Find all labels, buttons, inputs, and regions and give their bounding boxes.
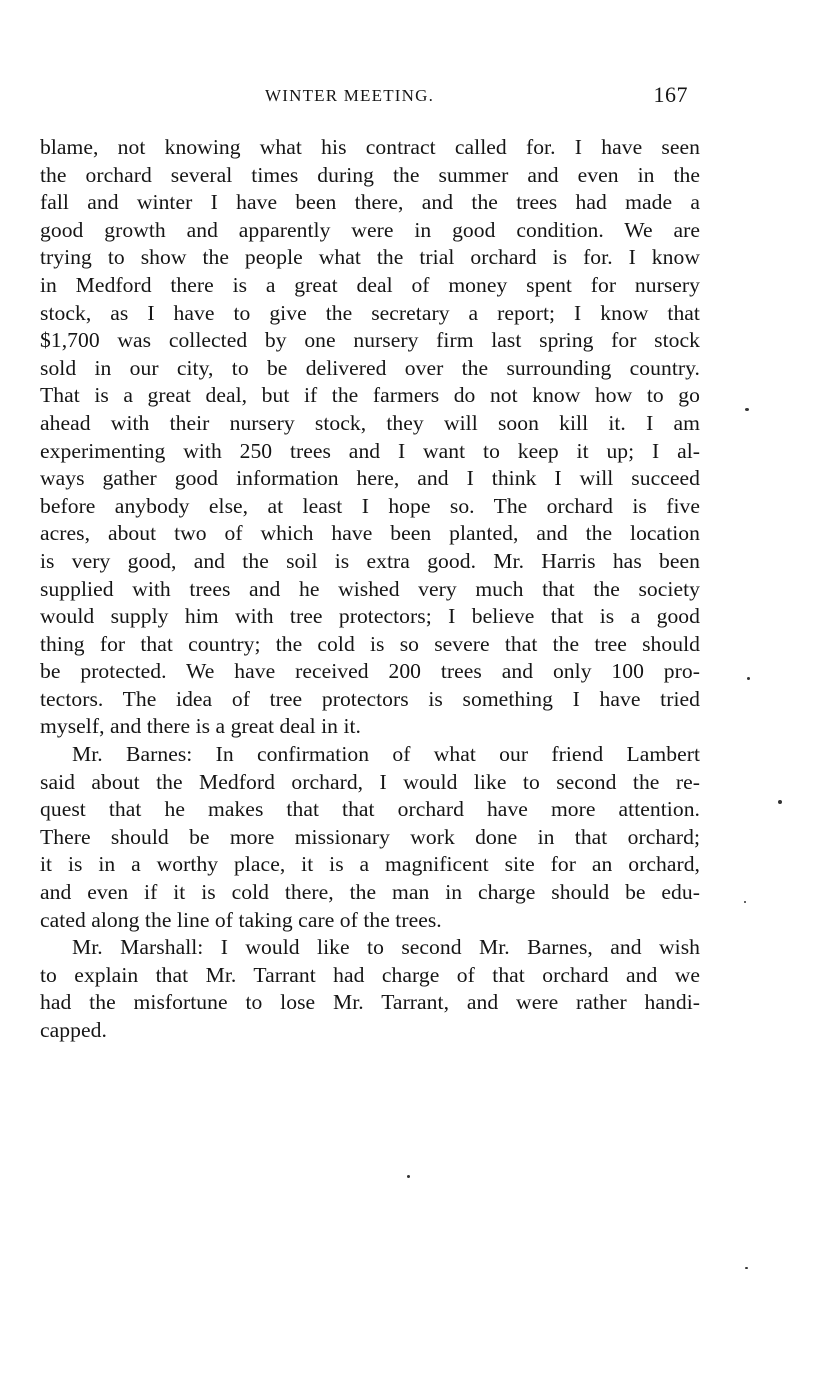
- print-speck: [745, 1267, 748, 1269]
- text-line: capped.: [40, 1018, 107, 1042]
- print-speck: [747, 677, 750, 680]
- paragraph-barnes: [40, 741, 700, 934]
- text-line: would supply him with tree protectors; I believe that is a good: [40, 604, 700, 629]
- text-line: the orchard several times during the summer and even in the: [40, 162, 700, 187]
- page-number: 167: [653, 82, 688, 107]
- print-speck: [745, 408, 749, 411]
- text-line: be protected. We have received 200 trees and only 100 pro-: [40, 659, 700, 684]
- text-line: good growth and apparently were in good condition. We are: [40, 217, 700, 242]
- text-line: $1,700 was collected by one nursery firm last spring for stock: [40, 328, 700, 353]
- text-line: had the misfortune to lose Mr. Tarrant, and were rather handi-: [40, 990, 700, 1015]
- print-speck: [407, 1175, 410, 1178]
- print-speck: [778, 800, 782, 804]
- text-line: Mr. Barnes: In confirmation of what our friend Lambert: [72, 742, 700, 767]
- running-header: [40, 82, 688, 114]
- text-line: Mr. Marshall: I would like to second Mr. Barnes, and wish: [72, 935, 700, 960]
- text-line: is very good, and the soil is extra good. Mr. Harris has been: [40, 548, 700, 573]
- text-line: and even if it is cold there, the man in charge should be edu-: [40, 880, 700, 905]
- text-line: acres, about two of which have been planted, and the location: [40, 521, 700, 546]
- text-line: quest that he makes that that orchard have more attention.: [40, 797, 700, 822]
- body-text: [40, 134, 700, 1045]
- text-line: it is in a worthy place, it is a magnificent site for an orchard,: [40, 852, 700, 877]
- paragraph-marshall: [40, 934, 700, 1044]
- text-line: That is a great deal, but if the farmers do not know how to go: [40, 383, 700, 408]
- text-line: sold in our city, to be delivered over the surrounding country.: [40, 355, 700, 380]
- print-speck: [744, 901, 746, 903]
- text-line: cated along the line of taking care of the trees.: [40, 907, 442, 932]
- text-line: to explain that Mr. Tarrant had charge of that orchard and we: [40, 962, 700, 987]
- running-header-title: WINTER MEETING.: [265, 86, 435, 105]
- text-line: stock, as I have to give the secretary a report; I know that: [40, 300, 700, 325]
- text-line: trying to show the people what the trial orchard is for. I know: [40, 245, 700, 270]
- paragraph-lambert: [40, 134, 700, 741]
- text-line: myself, and there is a great deal in it.: [40, 714, 361, 739]
- text-line: fall and winter I have been there, and the trees had made a: [40, 190, 700, 215]
- text-line: ways gather good information here, and I think I will succeed: [40, 466, 700, 491]
- text-line: ahead with their nursery stock, they will soon kill it. I am: [40, 410, 700, 435]
- text-line: in Medford there is a great deal of money spent for nursery: [40, 272, 700, 297]
- text-line: experimenting with 250 trees and I want to keep it up; I al-: [40, 438, 700, 463]
- text-line: There should be more missionary work done in that orchard;: [40, 824, 700, 849]
- text-line: said about the Medford orchard, I would like to second the re-: [40, 769, 700, 794]
- text-line: tectors. The idea of tree protectors is something I have tried: [40, 686, 700, 711]
- text-line: blame, not knowing what his contract called for. I have seen: [40, 135, 700, 159]
- text-line: before anybody else, at least I hope so. The orchard is five: [40, 493, 700, 518]
- text-line: thing for that country; the cold is so severe that the tree should: [40, 631, 700, 656]
- text-line: supplied with trees and he wished very much that the society: [40, 576, 700, 601]
